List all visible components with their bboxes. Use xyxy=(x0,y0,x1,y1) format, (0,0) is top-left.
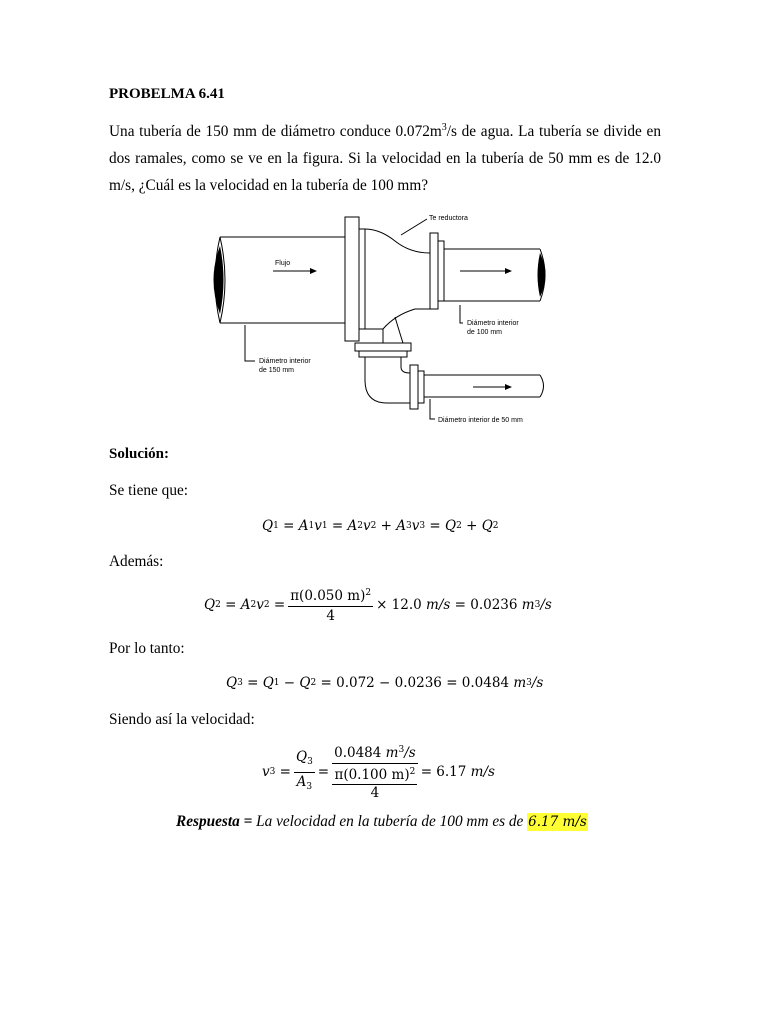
problem-title: PROBELMA 6.41 xyxy=(109,86,225,102)
eq2-unit-velocity: m/s xyxy=(426,597,451,613)
text-ademas: Además: xyxy=(109,553,164,570)
eq4-result: = 6.17 xyxy=(420,764,467,780)
eq2-unit-tail: /s xyxy=(540,597,552,613)
eq4-denominator-sup: 2 xyxy=(409,767,416,777)
equation-q3: Q 3 = Q 1 − Q 2 = 0.072 − 0.0236 = 0.0484 m 3 /s xyxy=(226,675,544,691)
label-d100-line1: Diámetro interior xyxy=(467,320,519,327)
solution-heading: Solución: xyxy=(109,446,170,462)
eq4-numerator-tail: /s xyxy=(404,745,416,761)
equation-v3: v 3 = $\frac{Q_3}{A_3}$ = 0.0484 $m^3/s$ π(0.100 m)$^2$ 4 = 6.17 m/s xyxy=(262,742,495,802)
fraction-q3-a3: $\frac{Q_3}{A_3}$ xyxy=(295,748,313,792)
eq2-unit-sup: 3 xyxy=(534,600,541,610)
eq4-denominator-top: π(0.100 m) xyxy=(334,767,410,783)
pipe-tee-figure xyxy=(205,205,555,435)
label-flow: Flujo xyxy=(275,260,291,267)
answer-unit: m/s xyxy=(562,814,587,830)
answer-label: Respuesta = xyxy=(176,813,253,830)
label-d100-line2: de 100 mm xyxy=(467,329,503,336)
fraction-q2: $\frac{\pi(0.050 m)^2}{4}$ xyxy=(288,585,373,625)
answer-line xyxy=(176,813,588,831)
statement-superscript: 3 xyxy=(441,121,447,133)
text-por-lo-tanto: Por lo tanto: xyxy=(109,640,185,657)
eq3-unit-sup: 3 xyxy=(526,678,532,688)
text-se-tiene: Se tiene que: xyxy=(109,482,189,499)
label-d50: Diámetro interior de 50 mm xyxy=(438,417,523,424)
text-siendo: Siendo así la velocidad: xyxy=(109,711,255,728)
statement-text-2: /s de agua. La tubería se divide en dos ramales, como se ve en la figura. Si la velocidad en la tubería de 50 mm es de 12.0 m/s, ¿Cuál es la velocidad en la tubería de 100 mm? xyxy=(109,123,661,194)
fraction-q2-numerator: π(0.050 m) xyxy=(290,588,366,604)
label-d150-line2: de 150 mm xyxy=(259,367,295,374)
eq3-unit: m xyxy=(513,675,527,691)
eq2-unit: m xyxy=(521,597,535,613)
equation-continuity: Q 1 = A 1 v 1 = A 2 v 2 + A 3 v 3 = Q 2 + Q 2 xyxy=(262,518,499,534)
eq2-factor: × 12.0 xyxy=(376,597,422,613)
equation-q2: Q 2 = A 2 v 2 = $\frac{\pi(0.050 m)^2}{4}$ × 12.0 m/s = 0.0236 m 3 /s xyxy=(204,585,552,625)
eq4-numerator-unit: m xyxy=(385,745,399,761)
eq3-expression: = 0.072 − 0.0236 = 0.0484 xyxy=(320,675,510,691)
label-tee: Te reductora xyxy=(429,215,468,222)
answer-highlight xyxy=(527,813,588,831)
statement-text-1: Una tubería de 150 mm de diámetro conduce 0.072m xyxy=(109,123,442,140)
problem-statement xyxy=(109,118,661,199)
eq3-unit-tail: /s xyxy=(531,675,544,691)
eq4-denominator-bottom: 4 xyxy=(370,785,380,801)
fraction-q2-denominator: 4 xyxy=(326,608,335,624)
eq4-numerator-sup: 3 xyxy=(398,745,405,755)
answer-text: La velocidad en la tubería de 100 mm es de xyxy=(252,813,528,830)
eq4-numerator: 0.0484 xyxy=(334,745,382,761)
answer-value: 6.17 xyxy=(528,814,559,830)
label-d150-line1: Diámetro interior xyxy=(259,358,311,365)
eq4-unit: m/s xyxy=(470,764,495,780)
fraction-v3 xyxy=(332,742,418,802)
eq2-result: = 0.0236 xyxy=(454,597,518,613)
